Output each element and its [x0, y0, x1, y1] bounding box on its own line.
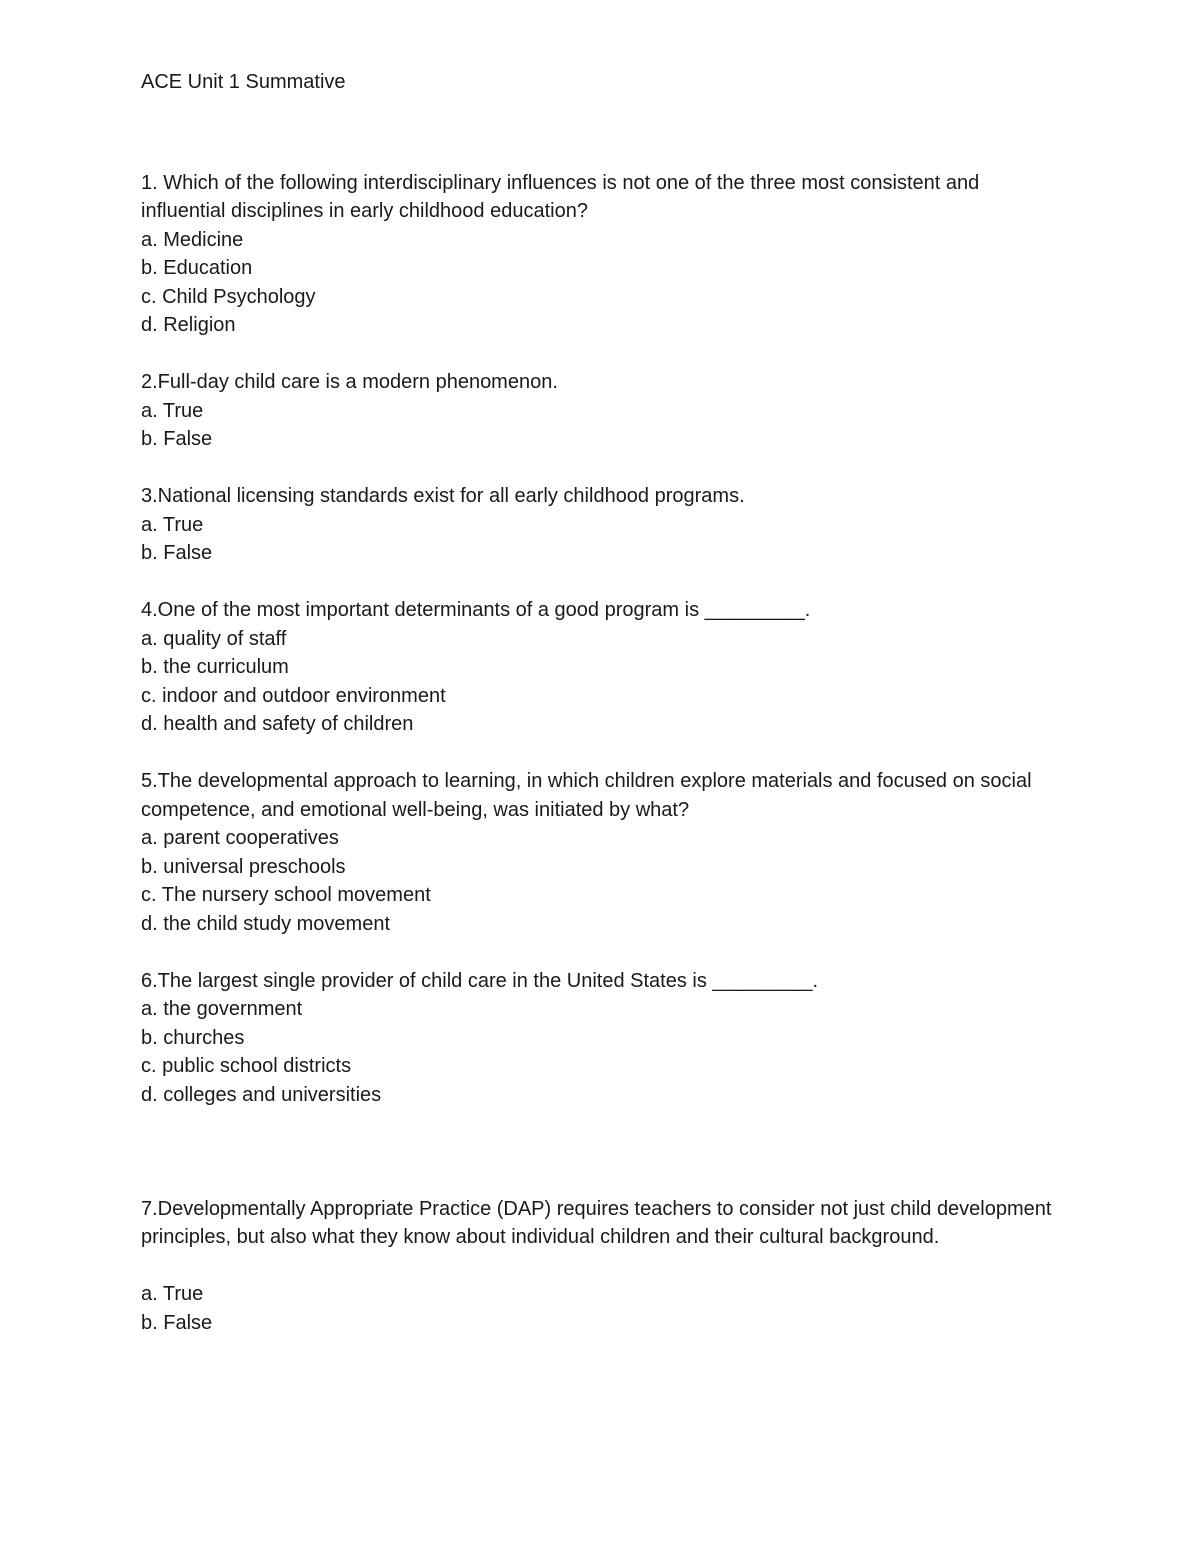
- answer-option: d. Religion: [141, 314, 236, 336]
- question-5: [141, 767, 1061, 938]
- answer-option: a. quality of staff: [141, 627, 287, 650]
- answer-option: b. churches: [141, 1026, 245, 1049]
- question-2: [141, 368, 1061, 454]
- answer-option: c. Child Psychology: [141, 285, 316, 308]
- answer-option: d. health and safety of children: [141, 713, 414, 735]
- answer-option: b. the curriculum: [141, 656, 289, 678]
- question-text: 4.One of the most important determinants of a good program is _________.: [141, 599, 811, 621]
- question-text: 3.National licensing standards exist for all early childhood programs.: [141, 485, 745, 507]
- question-text: 5.The developmental approach to learning, in which children explore materials and focused on social competence, and emotional well-being, was initiated by what?: [141, 770, 1032, 821]
- question-4: [141, 596, 1061, 739]
- answer-option: a. True: [141, 513, 204, 536]
- answer-options: [141, 511, 1061, 568]
- document-page: [141, 68, 1061, 1337]
- answer-options: [141, 226, 1061, 340]
- answer-options: [141, 397, 1061, 454]
- answer-options: [141, 824, 1061, 938]
- answer-options: [141, 995, 1061, 1109]
- answer-option: a. Medicine: [141, 228, 244, 251]
- question-6: [141, 967, 1061, 1110]
- spacer: [141, 454, 1061, 483]
- spacer: [141, 97, 1061, 169]
- question-7: [141, 1195, 1061, 1338]
- answer-option: d. colleges and universities: [141, 1083, 382, 1106]
- question-text: 2.Full-day child care is a modern phenomenon.: [141, 371, 558, 393]
- answer-option: b. Education: [141, 257, 253, 279]
- answer-options: [141, 1280, 1061, 1337]
- answer-option: c. The nursery school movement: [141, 884, 431, 906]
- answer-option: b. False: [141, 542, 213, 564]
- answer-option: a. parent cooperatives: [141, 827, 339, 849]
- spacer: [141, 568, 1061, 597]
- answer-options: [141, 625, 1061, 739]
- question-text: 1. Which of the following interdisciplinary influences is not one of the three most consistent and influential disciplines in early childhood education?: [141, 171, 980, 222]
- document-title: ACE Unit 1 Summative: [141, 71, 346, 93]
- question-3: [141, 482, 1061, 568]
- spacer: [141, 340, 1061, 369]
- answer-option: b. False: [141, 1311, 213, 1334]
- answer-option: d. the child study movement: [141, 912, 391, 935]
- spacer: [141, 1252, 1061, 1281]
- answer-option: a. True: [141, 1283, 204, 1305]
- answer-option: c. indoor and outdoor environment: [141, 684, 446, 707]
- question-text: 6.The largest single provider of child care in the United States is _________.: [141, 969, 819, 992]
- answer-option: b. universal preschools: [141, 855, 346, 878]
- answer-option: a. True: [141, 399, 204, 422]
- answer-option: b. False: [141, 428, 213, 450]
- spacer: [141, 1109, 1061, 1195]
- answer-option: c. public school districts: [141, 1055, 352, 1077]
- spacer: [141, 739, 1061, 768]
- question-text: 7.Developmentally Appropriate Practice (DAP) requires teachers to consider not just child development principles, but also what they know about individual children and their cultural background.: [141, 1197, 1052, 1248]
- answer-option: a. the government: [141, 998, 303, 1020]
- question-1: [141, 169, 1061, 340]
- spacer: [141, 938, 1061, 967]
